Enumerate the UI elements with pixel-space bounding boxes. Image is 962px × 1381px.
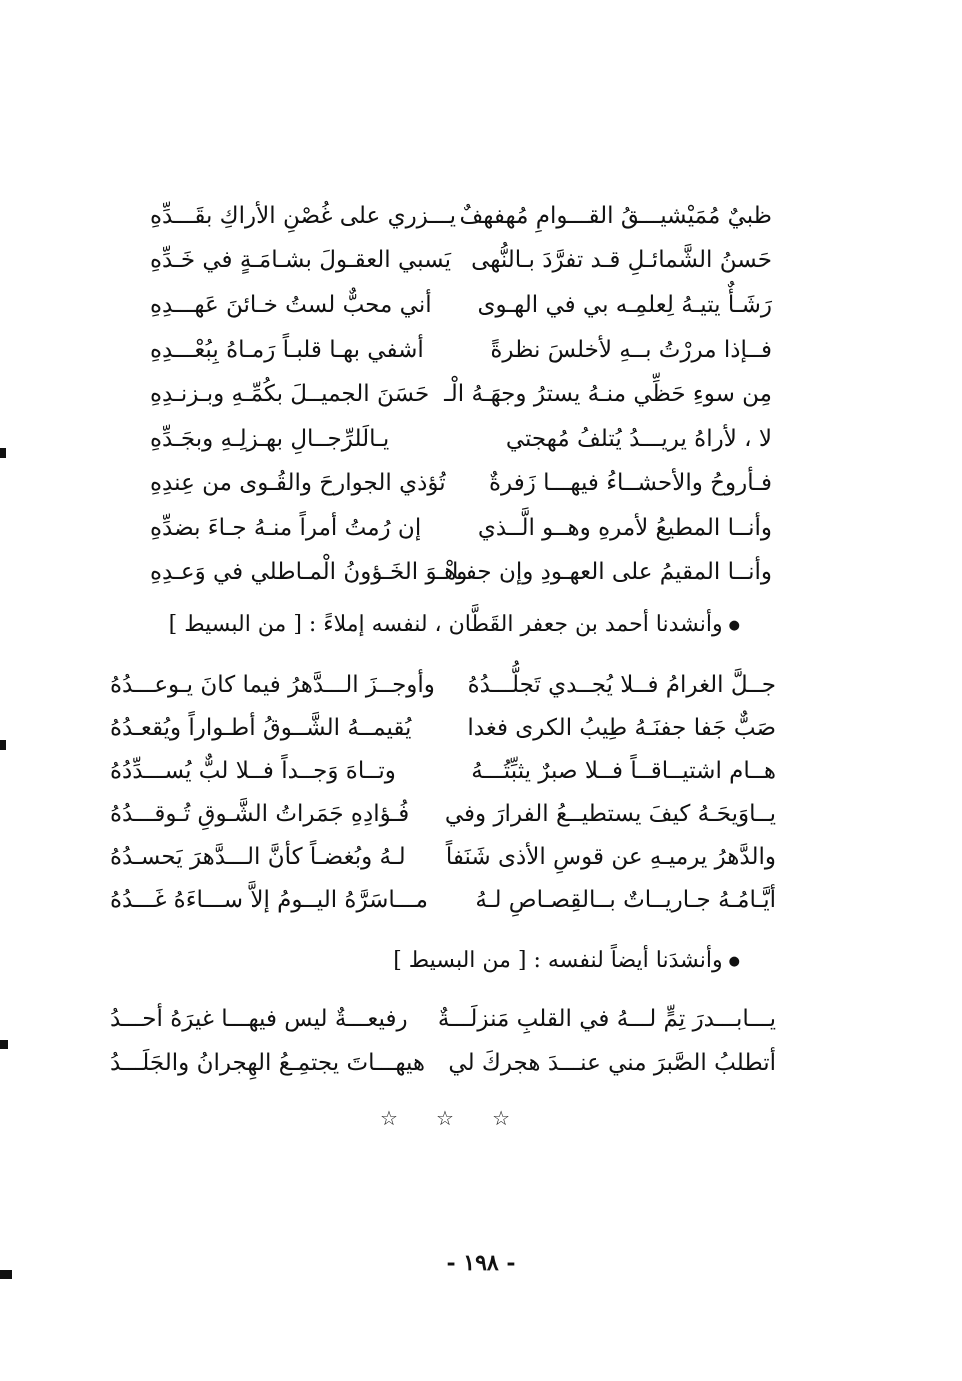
verse-first-hemistich: وأنــا المقيمُ على العهـودِ وإن جفـا: [452, 559, 772, 585]
star-icon: ☆: [436, 1106, 454, 1130]
verse-second-hemistich: هيهـــاتَ يجتمِـعُ الهِجرانُ والجَلَـــدُ: [110, 1050, 426, 1076]
verse-second-hemistich: أشفي بهـا قلبـاً رَمـاهُ بِبُعْـــدِهِ: [150, 337, 424, 363]
verse-second-hemistich: حَسَنَ الجميــلَ بكُمِّـهِ وبـزنـدِهِ: [150, 381, 430, 407]
verse-second-hemistich: يـــزري على غُصْنِ الأراكِ بقَـــدِّهِ: [150, 203, 456, 229]
verse-first-hemistich: صَبٌّ جَفا جفنَـهُ طِيبُ الكرى فغدا: [467, 715, 776, 741]
verse-second-hemistich: لـهُ وبُغضـاً كأنَّ الـــدَّهرَ يَحسـدُهُ: [110, 844, 406, 870]
verse-first-hemistich: رَشَـأٌ يتيـهُ لِعلمِـه بي في الهـوى: [477, 292, 772, 318]
verse-second-hemistich: يـالَلرِّجــالِ بهـزلِـهِ وبجَـدِّهِ: [150, 426, 390, 452]
verse-first-hemistich: مِن سوءِ حَظِّي منـهُ يسترُ وجهَـهُ الْـ: [444, 381, 772, 407]
verse-first-hemistich: يــاوَيحَـهُ كيفَ يستطيــعُ الفرارَ وفي: [444, 801, 776, 827]
verse-first-hemistich: يـــابـــدرَ تِمٍّ لـــهُ في القلبِ مَنزلَـــةٌ: [437, 1006, 776, 1032]
verse-second-hemistich: رفيعـــةٌ ليس فيهـــا غيرَهُ أحـــدُ: [110, 1006, 408, 1032]
verse-second-hemistich: مـــاسَرَّهُ اليــومُ إلاَّ ســـاءَهُ غَـــدُهُ: [110, 887, 428, 913]
verse-second-hemistich: وهْـوَ الخَـؤونُ الْمـاطلي في وَعـدِهِ: [150, 559, 468, 585]
verse-first-hemistich: والدَّهرُ يرميـهِ عن قوسِ الأذى شَنَفاً: [445, 844, 776, 870]
verse-second-hemistich: وتــاهَ وَجــداً فــلا لبٌّ يُســـدِّدُهُ: [110, 758, 396, 784]
poem-introduction: ● وأنشدنا أحمد بن جعفر القَطَّان ، لنفسه إملاءً : [ من البسيط ]: [169, 612, 740, 637]
star-icon: ☆: [380, 1106, 398, 1130]
scan-mark: [0, 448, 6, 458]
verse-first-hemistich: لا ، لأراهُ يريـــدُ يُتلفُ مُهجتي: [505, 426, 772, 452]
verse-second-hemistich: فُـؤادِهِ جَمَراتُ الشَّـوقِ تُـوقـــدُهُ: [110, 801, 410, 827]
poem-introduction: ● وأنشدَنا أيضاً لنفسه : [ من البسيط ]: [393, 948, 740, 973]
verse-second-hemistich: إن رُمتُ أمراً منـهُ جـاءَ بضدِّهِ: [150, 515, 422, 541]
verse-first-hemistich: ظبيٌ مُمَيْشيـــقُ القـــوامِ مُهفهفٌ: [459, 203, 772, 229]
scan-mark: [0, 1040, 8, 1049]
verse-first-hemistich: وأنــا المطيعُ لأمرهِ وهــو الَّــذي: [477, 515, 772, 541]
scan-mark: [0, 740, 6, 750]
verse-first-hemistich: فـأروحُ والأحشــاءُ فيهـــا زَفرةٌ: [489, 470, 772, 496]
verse-second-hemistich: تُؤذي الجوارحَ والقُـوى من عِندِهِ: [150, 470, 446, 496]
verse-second-hemistich: وأوجــزَ الـــدَّهرُ فيما كانَ يـوعـــدُهُ: [110, 672, 435, 698]
verse-first-hemistich: فــإذا مررْتُ بــهِ لأخلسَ نظرةً: [490, 337, 772, 363]
section-divider: [380, 1106, 510, 1130]
verse-first-hemistich: أيَّـامُـهُ جـاريــاتٌ بــالقِصـاصِ لـهُ: [475, 887, 776, 913]
star-icon: ☆: [492, 1106, 510, 1130]
verse-second-hemistich: يَسبي العقـولَ بشـامَـةٍ في خَـدِّهِ: [150, 247, 452, 273]
scan-mark: [0, 1270, 12, 1279]
verse-first-hemistich: هــام اشتيــاقــاً فــلا صبرٌ يثبِّتُـــهُ: [471, 758, 776, 784]
verse-second-hemistich: يُقيمــهُ الشَّــوقُ أطـواراً ويُقعـدُهُ: [110, 715, 412, 741]
verse-first-hemistich: أتطلبُ الصَّبرَ مني عنـــدَ هجركَ لي: [448, 1050, 776, 1076]
page-number: - ١٩٨ -: [446, 1250, 516, 1276]
verse-second-hemistich: أني محبٌّ لستُ خـائنَ عَهـــدِهِ: [150, 292, 432, 318]
verse-first-hemistich: حَسنُ الشَّمائـلِ قـد تفرَّدَ بـالنُّهى: [471, 247, 772, 273]
verse-first-hemistich: جــلَّ الغرامُ فــلا يُجــدي تَجلُّـــدُهُ: [467, 672, 776, 698]
